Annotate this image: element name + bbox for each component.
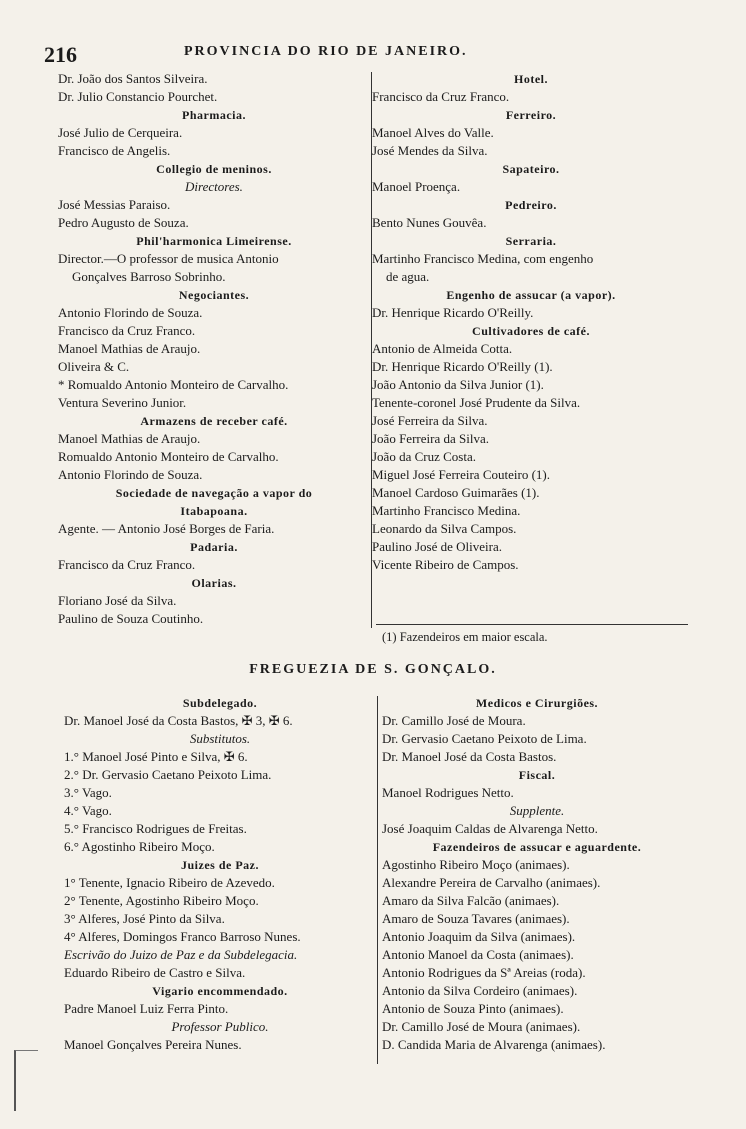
text-line: Paulino de Souza Coutinho. xyxy=(58,611,204,626)
footnote-rule xyxy=(376,624,688,625)
text-line: Dr. Gervasio Caetano Peixoto de Lima. xyxy=(382,731,587,746)
text-line: Bento Nunes Gouvêa. xyxy=(372,215,487,230)
text-line: 3.° Vago. xyxy=(64,785,112,800)
section-heading: Collegio de meninos. xyxy=(156,162,272,176)
text-line: Romualdo Antonio Monteiro de Carvalho. xyxy=(58,449,279,464)
text-line: Antonio da Silva Cordeiro (animaes). xyxy=(382,983,578,998)
text-line: Antonio de Souza Pinto (animaes). xyxy=(382,1001,564,1016)
section-heading: Juizes de Paz. xyxy=(181,858,259,872)
section-heading: Serraria. xyxy=(505,234,557,248)
section-heading: Fiscal. xyxy=(518,768,556,782)
text-line: Antonio Manoel da Costa (animaes). xyxy=(382,947,574,962)
text-line: Gonçalves Barroso Sobrinho. xyxy=(72,269,226,284)
text-line: José Ferreira da Silva. xyxy=(372,413,488,428)
text-line: Agente. — Antonio José Borges de Faria. xyxy=(58,521,275,536)
text-line: José Julio de Cerqueira. xyxy=(58,125,183,140)
text-line: de agua. xyxy=(386,269,430,284)
section-heading: Sapateiro. xyxy=(502,162,560,176)
page-header xyxy=(44,40,564,67)
text-line: Antonio Rodrigues da Sª Areias (roda). xyxy=(382,965,586,980)
section-heading: Armazens de receber café. xyxy=(140,414,288,428)
text-line: Floriano José da Silva. xyxy=(58,593,177,608)
text-line: Paulino José de Oliveira. xyxy=(372,539,502,554)
text-line: Francisco de Angelis. xyxy=(58,143,171,158)
section-title: FREGUEZIA DE S. GONÇALO. xyxy=(249,662,497,677)
text-line: 5.° Francisco Rodrigues de Freitas. xyxy=(64,821,247,836)
text-line: Miguel José Ferreira Couteiro (1). xyxy=(372,467,550,482)
bottom-right-column xyxy=(382,694,692,1054)
text-line: Professor Publico. xyxy=(171,1019,269,1034)
section-heading: Itabapoana. xyxy=(180,504,248,518)
text-line: Francisco da Cruz Franco. xyxy=(58,557,196,572)
text-line: Dr. Henrique Ricardo O'Reilly. xyxy=(372,305,534,320)
text-line: Oliveira & C. xyxy=(58,359,130,374)
section-heading: Phil'harmonica Limeirense. xyxy=(136,234,292,248)
text-line: Alexandre Pereira de Carvalho (animaes). xyxy=(382,875,601,890)
text-line: Directores. xyxy=(185,179,243,194)
text-line: 1.° Manoel José Pinto e Silva, ✠ 6. xyxy=(64,749,248,764)
section-heading: Cultivadores de café. xyxy=(472,324,590,338)
text-line: Antonio Joaquim da Silva (animaes). xyxy=(382,929,576,944)
text-line: 6.° Agostinho Ribeiro Moço. xyxy=(64,839,215,854)
text-line: Manoel Gonçalves Pereira Nunes. xyxy=(64,1037,242,1052)
section-heading: Vigario encommendado. xyxy=(152,984,288,998)
text-line: Manoel Mathias de Araujo. xyxy=(58,431,201,446)
text-line: Francisco da Cruz Franco. xyxy=(58,323,196,338)
text-line: 2° Tenente, Agostinho Ribeiro Moço. xyxy=(64,893,259,908)
text-line: Dr. Camillo José de Moura. xyxy=(382,713,526,728)
section-heading: Padaria. xyxy=(190,540,238,554)
section-heading: Pharmacia. xyxy=(182,108,246,122)
text-line: João Antonio da Silva Junior (1). xyxy=(372,377,544,392)
text-line: Dr. Manoel José da Costa Bastos, ✠ 3, ✠ 6. xyxy=(64,713,293,728)
text-line: 2.° Dr. Gervasio Caetano Peixoto Lima. xyxy=(64,767,272,782)
binding-mark xyxy=(14,1050,38,1111)
section-heading: Subdelegado. xyxy=(182,696,258,710)
section-heading: Sociedade de navegação a vapor do xyxy=(115,486,313,500)
top-left-column xyxy=(58,70,370,628)
text-line: Manoel Mathias de Araujo. xyxy=(58,341,201,356)
text-line: Supplente. xyxy=(509,803,565,818)
text-line: Martinho Francisco Medina, com engenho xyxy=(372,251,594,266)
text-line: Leonardo da Silva Campos. xyxy=(372,521,517,536)
text-line: Eduardo Ribeiro de Castro e Silva. xyxy=(64,965,246,980)
text-line: João Ferreira da Silva. xyxy=(372,431,489,446)
page-title: PROVINCIA DO RIO DE JANEIRO. xyxy=(184,44,468,59)
text-line: Manoel Rodrigues Netto. xyxy=(382,785,514,800)
text-line: Dr. Camillo José de Moura (animaes). xyxy=(382,1019,581,1034)
text-line: Escrivão do Juizo de Paz e da Subdelegacia. xyxy=(64,947,298,962)
text-line: João da Cruz Costa. xyxy=(372,449,476,464)
text-line: Francisco da Cruz Franco. xyxy=(372,89,510,104)
text-line: Agostinho Ribeiro Moço (animaes). xyxy=(382,857,570,872)
text-line: José Messias Paraiso. xyxy=(58,197,171,212)
section-heading: Engenho de assucar (a vapor). xyxy=(446,288,616,302)
text-line: Manoel Proença. xyxy=(372,179,461,194)
section-heading: Negociantes. xyxy=(178,288,250,302)
text-line: Manoel Cardoso Guimarães (1). xyxy=(372,485,540,500)
text-line: Martinho Francisco Medina. xyxy=(372,503,521,518)
text-line: D. Candida Maria de Alvarenga (animaes). xyxy=(382,1037,606,1052)
text-line: Padre Manoel Luiz Ferra Pinto. xyxy=(64,1001,229,1016)
section-heading: Ferreiro. xyxy=(505,108,557,122)
text-line: Dr. João dos Santos Silveira. xyxy=(58,71,208,86)
section-heading: Medicos e Cirurgiões. xyxy=(475,696,599,710)
text-line: 4.° Vago. xyxy=(64,803,112,818)
text-line: Antonio Florindo de Souza. xyxy=(58,305,203,320)
section-heading: Hotel. xyxy=(514,72,548,86)
column-divider-bottom xyxy=(377,696,378,1064)
text-line: Substitutos. xyxy=(189,731,251,746)
page-number: 216 xyxy=(44,42,77,67)
text-line: Dr. Manoel José da Costa Bastos. xyxy=(382,749,557,764)
bottom-left-column xyxy=(64,694,376,1054)
top-right-column xyxy=(372,70,690,574)
text-line: Dr. Henrique Ricardo O'Reilly (1). xyxy=(372,359,553,374)
section-heading: Olarias. xyxy=(191,576,237,590)
section-heading: Pedreiro. xyxy=(505,198,557,212)
text-line: Dr. Julio Constancio Pourchet. xyxy=(58,89,218,104)
text-line: 3° Alferes, José Pinto da Silva. xyxy=(64,911,225,926)
text-line: Vicente Ribeiro de Campos. xyxy=(372,557,519,572)
text-line: Pedro Augusto de Souza. xyxy=(58,215,189,230)
text-line: José Mendes da Silva. xyxy=(372,143,488,158)
text-line: Antonio de Almeida Cotta. xyxy=(372,341,513,356)
text-line: Ventura Severino Junior. xyxy=(58,395,187,410)
text-line: Amaro da Silva Falcão (animaes). xyxy=(382,893,560,908)
text-line: Antonio Florindo de Souza. xyxy=(58,467,203,482)
text-line: Manoel Alves do Valle. xyxy=(372,125,494,140)
text-line: Director.—O professor de musica Antonio xyxy=(58,251,279,266)
section-heading: Fazendeiros de assucar e aguardente. xyxy=(432,840,642,854)
text-line: José Joaquim Caldas de Alvarenga Netto. xyxy=(382,821,598,836)
text-line: 4° Alferes, Domingos Franco Barroso Nunes. xyxy=(64,929,301,944)
text-line: * Romualdo Antonio Monteiro de Carvalho. xyxy=(58,377,289,392)
text-line: 1° Tenente, Ignacio Ribeiro de Azevedo. xyxy=(64,875,275,890)
text-line: Amaro de Souza Tavares (animaes). xyxy=(382,911,570,926)
text-line: Tenente-coronel José Prudente da Silva. xyxy=(372,395,581,410)
footnote: (1) Fazendeiros em maior escala. xyxy=(382,630,548,644)
